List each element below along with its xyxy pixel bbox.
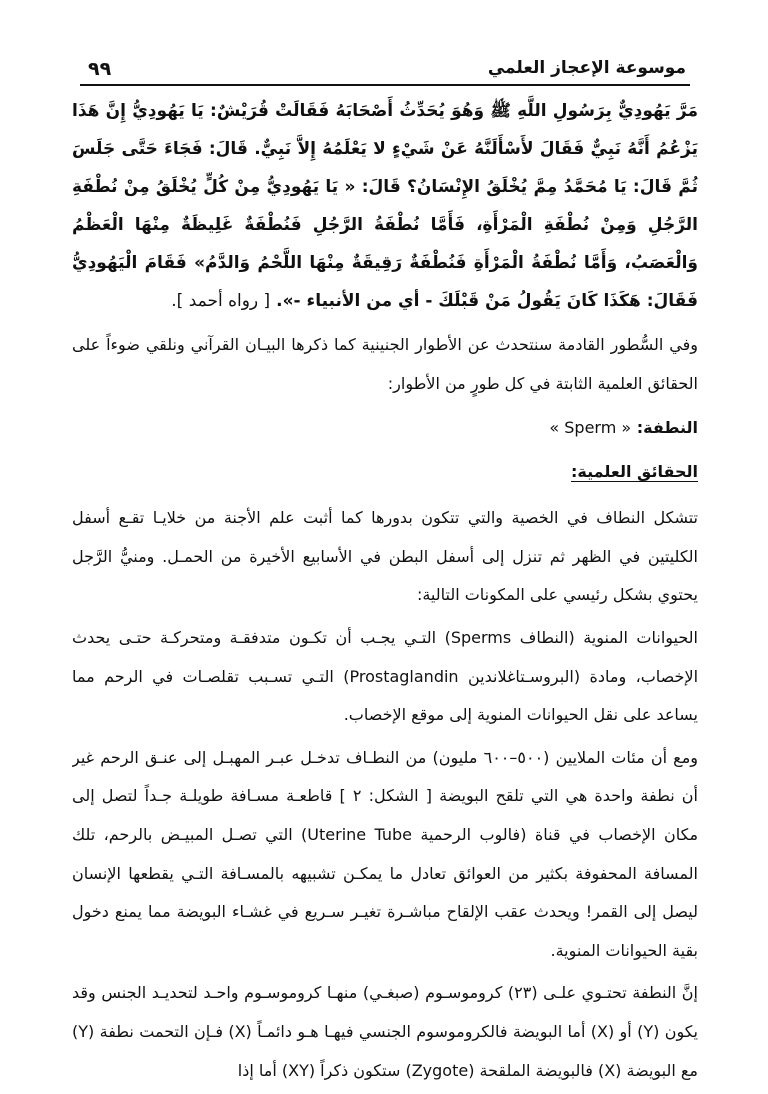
subheading [72,455,698,489]
section-heading-label: النطفة: [636,418,698,438]
hadith-body: مَرَّ يَهُودِيٌّ بِرَسُولِ اللَّهِ ﷺ وَهُوَ يُحَدِّثُ أَصْحَابَهُ فَقَالَتْ قُرَيْشٌ: يَا يَهُودِيُّ إِنَّ هَذَا يَزْعُمُ أَنَّهُ نَبِيٌّ فَقَالَ لأَسْأَلَنَّهُ عَنْ شَيْءٍ لا يَعْلَمُهُ إِلاَّ نَبِيٌّ. قَالَ: فَجَاءَ حَتَّى جَلَسَ ثُمَّ قَالَ: يَا مُحَمَّدُ مِمَّ يُخْلَقُ الإِنْسَانُ؟ قَالَ: « يَا يَهُودِيُّ مِنْ كُلٍّ يُخْلَقُ مِنْ نُطْفَةِ الرَّجُلِ وَمِنْ نُطْفَةِ الْمَرْأَةِ، فَأَمَّا نُطْفَةُ الرَّجُلِ فَنُطْفَةٌ غَلِيظَةٌ مِنْهَا الْعَظْمُ وَالْعَصَبُ، وَأَمَّا نُطْفَةُ الْمَرْأَةِ فَنُطْفَةٌ رَقِيقَةٌ مِنْهَا اللَّحْمُ وَالدَّمُ» فَقَامَ الْيَهُودِيُّ فَقَالَ: هَكَذَا كَانَ يَقُولُ مَنْ قَبْلَكَ - أي من الأنبياء -». [72,101,698,311]
hadith-source: [ رواه أحمد ]. [171,291,271,311]
paragraph: إنَّ النطفة تحتـوي علـى (٢٣) كروموسـوم (صبغـي) منهـا كروموسـوم واحـد لتحديـد الجنس وقد يكون (Y) أو (X) أما البويضة فالكروموسوم الجنسي فيهـا هـو دائمـاً (X) فـإن التحمت نطفة (Y) مع البويضة (X) فالبويضة الملقحة (Zygote) ستكون ذكراً (XY) أما إذا [72,983,698,1080]
subheading-text: الحقائق العلمية: [571,462,698,482]
intro-paragraph: وفي السُّطور القادمة سنتحدث عن الأطوار الجنينية كما ذكرها البيـان القرآني ونلقي ضوءاً على الحقائق العلمية الثابتة في كل طورٍ من الأطوار: [72,335,698,393]
paragraph: تتشكل النطاف في الخصية والتي تتكون بدورها كما أثبت علم الأجنة من خلايـا تقـع أسفل الكليتين في الظهر ثم تنزل إلى أسفل البطن في الأسابيع الأخيرة من الحمـل. ومنيُّ الرَّجل يحتوي بشكل رئيسي على المكونات التالية: [72,508,698,605]
paragraph: الحيوانات المنوية (النطاف Sperms) التـي يجـب أن تكـون متدفقـة ومتحركـة حتـى يحدث الإخصاب، ومادة (البروسـتاغلاندين Prostaglandin) التـي تسـبب تقلصـات في الرحم مما يساعد على نقل الحيوانات المنوية إلى موقع الإخصاب. [72,627,698,725]
running-title: موسوعة الإعجاز العلمي [487,58,686,78]
page-header [80,56,690,86]
section-heading [72,411,698,445]
hadith-text [72,92,698,320]
section-heading-latin: « Sperm » [549,418,632,438]
page-body [72,92,698,1082]
paragraph: ومع أن مئات الملايين (٥٠٠–٦٠٠ مليون) من النطـاف تدخـل عبـر المهبـل إلى عنـق الرحم غير أن نطفة واحدة هي التي تلقح البويضة [ الشكل: ٢ ] قاطعـة مسـافة طويلـة جـداً لتصل إلى مكان الإخصاب في قناة (فالوب الرحمية Uterine Tube) التي تصـل المبيـض بالرحم، تلك المسافة المحفوفة بكثير من العوائق تعادل ما يمكـن تشبيهه بالمسـافة التـي يقطعها الإنسان ليصل إلى القمر! ويحدث عقب الإلقاح مباشـرة تغيـر سـريع في غشـاء البويضة مما يمنع دخول بقية الحيوانات المنوية. [72,747,698,960]
page-number: ٩٩ [88,58,112,80]
